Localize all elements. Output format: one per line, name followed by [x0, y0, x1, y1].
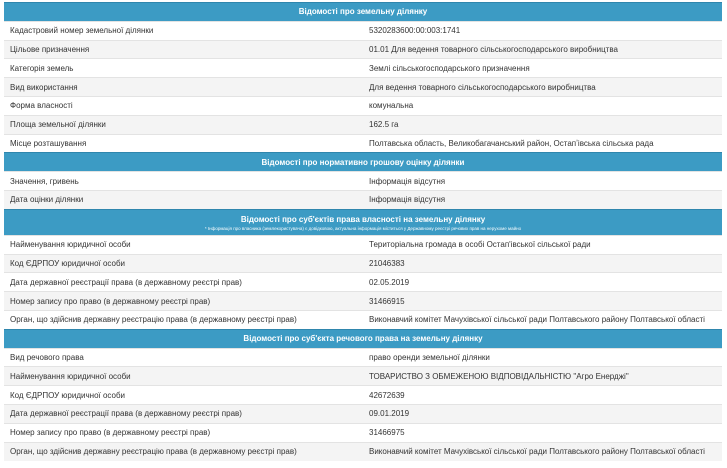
section-title-block: [4, 209, 722, 235]
real-right-rows: [4, 348, 722, 461]
section-header-land-plot: [4, 3, 722, 22]
table-row: [4, 442, 722, 461]
row-label: Номер запису про право (в державному реєстрі прав): [4, 423, 363, 442]
row-value: Виконавчий комітет Мачухівської сільської ради Полтавського району Полтавської області: [363, 310, 722, 329]
row-value: Землі сільськогосподарського призначення: [363, 59, 722, 78]
ownership-rows: [4, 235, 722, 329]
table-row: [4, 96, 722, 115]
row-value: Для ведення товарного сільськогосподарського виробництва: [363, 78, 722, 97]
section-note: * Інформація про власника (землекористувача) є довідковою, актуальна інформація міститься у Державному реєстрі речових прав на нерухоме майно: [204, 226, 522, 232]
section-header-valuation: [4, 153, 722, 172]
table-row: [4, 404, 722, 423]
row-label: Вид речового права: [4, 348, 363, 367]
row-label: Код ЄДРПОУ юридичної особи: [4, 386, 363, 405]
table-row: [4, 59, 722, 78]
table-row: [4, 40, 722, 59]
row-value: 09.01.2019: [363, 404, 722, 423]
section-title: Відомості про суб'єктів права власності на земельну ділянку: [240, 215, 486, 225]
row-label: Форма власності: [4, 96, 363, 115]
row-value: комунальна: [363, 96, 722, 115]
table-row: [4, 348, 722, 367]
row-label: Площа земельної ділянки: [4, 115, 363, 134]
row-label: Орган, що здійснив державну реєстрацію права (в державному реєстрі прав): [4, 310, 363, 329]
row-label: Цільове призначення: [4, 40, 363, 59]
valuation-rows: [4, 172, 722, 210]
row-value: Полтавська область, Великобагачанський район, Остапʼівська сільська рада: [363, 134, 722, 153]
table-row: [4, 423, 722, 442]
table-row: [4, 367, 722, 386]
row-label: Вид використання: [4, 78, 363, 97]
row-label: Найменування юридичної особи: [4, 367, 363, 386]
row-value: 02.05.2019: [363, 273, 722, 292]
row-label: Номер запису про право (в державному реєстрі прав): [4, 292, 363, 311]
row-value: Територіальна громада в особі Остап'івської сільської ради: [363, 235, 722, 254]
row-label: Дата державної реєстрації права (в державному реєстрі прав): [4, 273, 363, 292]
row-value: Інформація відсутня: [363, 172, 722, 191]
section-title: Відомості про нормативно грошову оцінку ділянки: [4, 153, 722, 172]
table-row: [4, 273, 722, 292]
row-value: 5320283600:00:003:1741: [363, 21, 722, 40]
row-value: 31466975: [363, 423, 722, 442]
section-title: Відомості про суб'єкта речового права на земельну ділянку: [4, 329, 722, 348]
row-label: Орган, що здійснив державну реєстрацію права (в державному реєстрі прав): [4, 442, 363, 461]
row-value: 31466915: [363, 292, 722, 311]
row-label: Код ЄДРПОУ юридичної особи: [4, 254, 363, 273]
table-row: [4, 190, 722, 209]
row-value: право оренди земельної ділянки: [363, 348, 722, 367]
table-row: [4, 115, 722, 134]
row-value: Інформація відсутня: [363, 190, 722, 209]
table-row: [4, 235, 722, 254]
row-label: Місце розташування: [4, 134, 363, 153]
table-row: [4, 386, 722, 405]
table-row: [4, 78, 722, 97]
land-plot-rows: [4, 21, 722, 153]
row-label: Значення, гривень: [4, 172, 363, 191]
row-label: Найменування юридичної особи: [4, 235, 363, 254]
section-header-ownership: [4, 209, 722, 235]
section-title: Відомості про земельну ділянку: [4, 3, 722, 22]
row-value: Виконавчий комітет Мачухівської сільської ради Полтавського району Полтавської області: [363, 442, 722, 461]
row-label: Дата оцінки ділянки: [4, 190, 363, 209]
land-info-table: [4, 2, 722, 461]
row-value: 162.5 га: [363, 115, 722, 134]
table-row: [4, 172, 722, 191]
row-value: 42672639: [363, 386, 722, 405]
row-value: 21046383: [363, 254, 722, 273]
row-value: 01.01 Для ведення товарного сільськогосподарського виробництва: [363, 40, 722, 59]
section-header-real-right: [4, 329, 722, 348]
table-row: [4, 21, 722, 40]
table-row: [4, 310, 722, 329]
row-label: Кадастровий номер земельної ділянки: [4, 21, 363, 40]
row-label: Категорія земель: [4, 59, 363, 78]
table-row: [4, 292, 722, 311]
row-label: Дата державної реєстрації права (в державному реєстрі прав): [4, 404, 363, 423]
row-value: ТОВАРИСТВО З ОБМЕЖЕНОЮ ВІДПОВІДАЛЬНІСТЮ "Агро Енерджі": [363, 367, 722, 386]
table-row: [4, 134, 722, 153]
table-row: [4, 254, 722, 273]
